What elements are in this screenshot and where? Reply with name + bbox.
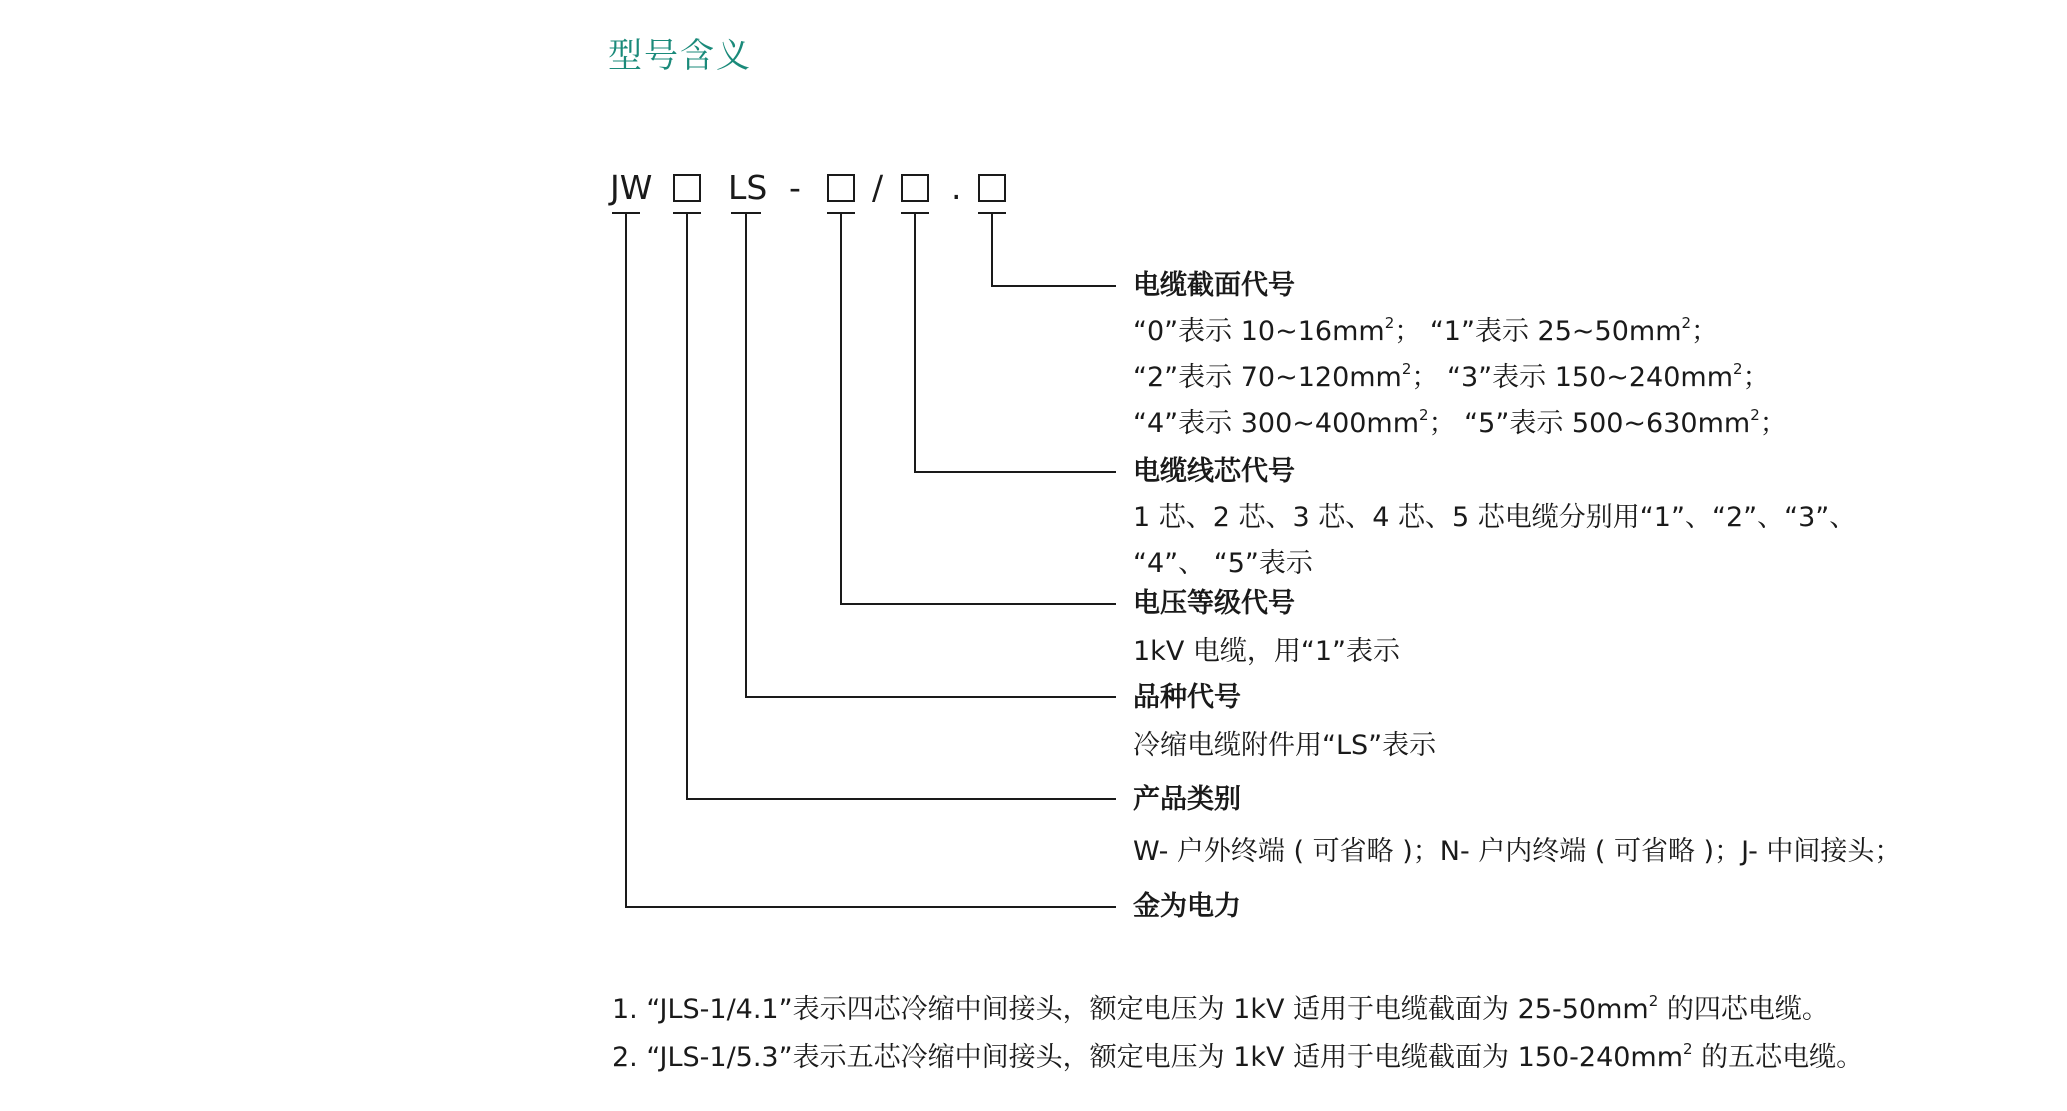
connector-section — [992, 213, 1116, 286]
section-line-1: “0”表示 $10\sim 16mm^2$； “1”表示 $25\sim 50mm^2$； — [1133, 314, 1719, 347]
variety-line-1: 冷缩电缆附件用“LS”表示 — [1133, 730, 1437, 761]
connector-voltage — [841, 213, 1116, 604]
section-heading: 电缆截面代号 — [1133, 270, 1295, 301]
section-line-2: “2”表示 $70\sim 120mm^2$； “3”表示 $150\sim 240mm^2$； — [1133, 360, 1770, 393]
voltage-line-1: 1kV 电缆，用“1”表示 — [1133, 636, 1401, 667]
code-prefix: JW — [610, 168, 653, 207]
product-line-1: W- 户外终端 ( 可省略 )；N- 户内终端 ( 可省略 )；J- 中间接头； — [1133, 836, 1902, 867]
note-2: 2. “JLS-1/5.3”表示五芯冷缩中间接头，额定电压为 1kV 适用于电缆截面为 $150-240mm^2$ 的五芯电缆。 — [612, 1040, 1864, 1073]
note-1: 1. “JLS-1/4.1”表示四芯冷缩中间接头，额定电压为 1kV 适用于电缆截面为 $25-50mm^2$ 的四芯电缆。 — [612, 992, 1829, 1025]
code-dot: . — [951, 168, 962, 207]
code-slash: / — [872, 168, 884, 207]
code-category: LS — [728, 168, 768, 207]
cores-line-1: 1 芯、2 芯、3 芯、4 芯、5 芯电缆分别用“1”、“2”、“3”、 — [1133, 502, 1857, 533]
connector-brand — [626, 213, 1116, 907]
variety-heading: 品种代号 — [1133, 682, 1241, 713]
section-line-3: “4”表示 $300\sim 400mm^2$； “5”表示 $500\sim 630mm^2$； — [1133, 406, 1787, 439]
connector-product — [687, 213, 1116, 799]
brand-heading: 金为电力 — [1133, 891, 1241, 922]
connector-cores — [915, 213, 1116, 472]
code-hyphen: - — [789, 168, 801, 207]
cores-line-2: “4”、 “5”表示 — [1133, 548, 1313, 579]
voltage-heading: 电压等级代号 — [1133, 588, 1295, 619]
page-title: 型号含义 — [608, 36, 752, 76]
cores-heading: 电缆线芯代号 — [1133, 456, 1295, 487]
product-heading: 产品类别 — [1133, 784, 1241, 815]
